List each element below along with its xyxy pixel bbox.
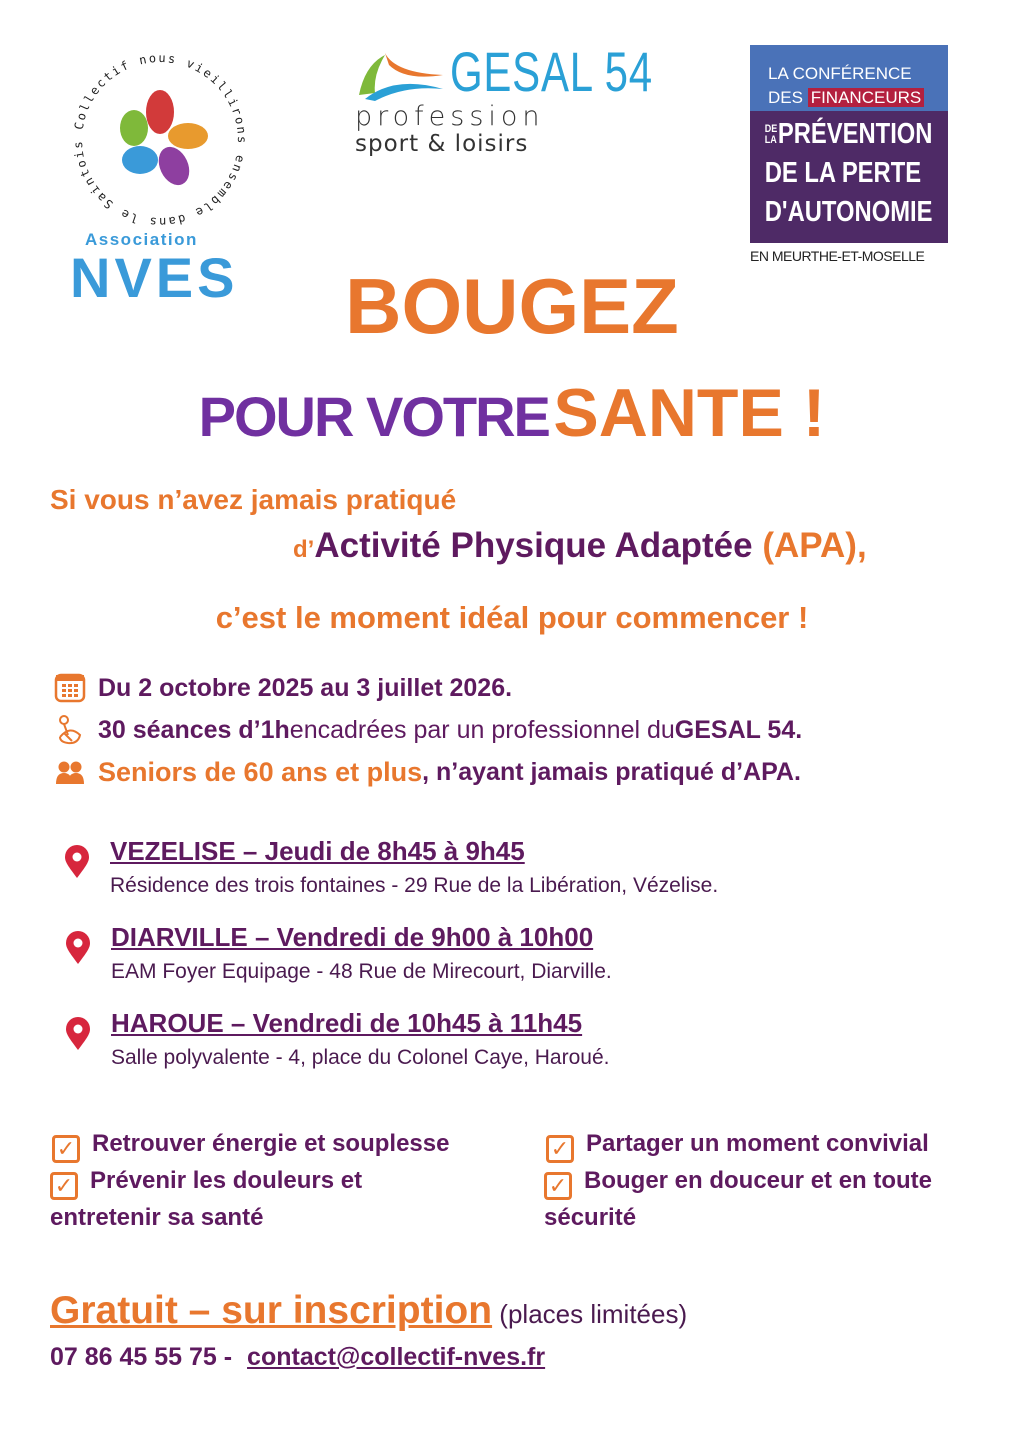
bullet-sessions [52, 714, 802, 746]
location-address: Résidence des trois fontaines - 29 Rue de la Libération, Vézelise. [110, 874, 719, 897]
conf-line3b: PRÉVENTION [777, 118, 933, 150]
headline-bougez: BOUGEZ [345, 262, 679, 350]
conf-line4: DE LA PERTE [764, 157, 922, 189]
bullet-seniors [52, 756, 801, 788]
conf-line3a: DE LA [764, 123, 778, 147]
benefit-energy [52, 1126, 449, 1163]
checkbox-icon: ✓ [52, 1135, 80, 1163]
conf-line2a: DES [768, 88, 803, 107]
benefit-text-2: entretenir sa santé [50, 1204, 264, 1231]
benefit-safety [544, 1163, 932, 1236]
free-registration: Gratuit – sur inscription [50, 1289, 493, 1332]
benefit-text-2: sécurité [544, 1204, 637, 1231]
calendar-icon [52, 673, 88, 703]
location-address: Salle polyvalente - 4, place du Colonel Caye, Haroué. [111, 1046, 610, 1069]
benefit-text: Partager un moment convivial [586, 1130, 929, 1157]
phone-number[interactable]: 07 86 45 55 75 - [50, 1343, 240, 1371]
location-title: HAROUE – Vendredi de 10h45 à 11h45 [111, 1008, 583, 1038]
location-title: VEZELISE – Jeudi de 8h45 à 9h45 [110, 836, 525, 866]
gesal-tagline-2: sport & loisirs [355, 131, 529, 157]
nves-ring-text: Collectif nous vieillirons ensemble dans le Saintois [70, 50, 250, 230]
registration-info [50, 1288, 687, 1342]
headline-pour-votre: POUR VOTRE [198, 385, 549, 448]
checkbox-icon: ✓ [544, 1172, 572, 1200]
intro-suffix: (APA), [752, 526, 867, 565]
headline-slogan [0, 376, 1024, 469]
people-icon [52, 757, 88, 787]
conf-footer: EN MEURTHE-ET-MOSELLE [750, 248, 925, 264]
map-pin-icon [63, 930, 93, 966]
conf-line5: D'AUTONOMIE [764, 196, 933, 228]
gesal-tagline-1: profession [355, 101, 545, 132]
conference-financeurs-logo [750, 45, 948, 243]
benefit-convivial [546, 1126, 929, 1163]
seniors-orange: Seniors de 60 ans et plus [98, 757, 423, 787]
dates-text: Du 2 octobre 2025 au 3 juillet 2026. [98, 674, 513, 702]
checkbox-icon: ✓ [50, 1172, 78, 1200]
contact-info [50, 1342, 545, 1372]
sessions-gesal: GESAL 54. [674, 716, 803, 744]
checkbox-icon: ✓ [546, 1135, 574, 1163]
bullet-dates [52, 672, 512, 704]
map-pin-icon [63, 1016, 93, 1052]
nves-name: NVES [70, 246, 239, 309]
location-address: EAM Foyer Equipage - 48 Rue de Mirecourt, Diarville. [111, 960, 612, 983]
nves-logo-hands [70, 50, 250, 230]
benefit-text: Bouger en douceur et en toute [584, 1167, 933, 1194]
sessions-text: encadrées par un professionnel du [289, 716, 675, 744]
email-link[interactable]: contact@collectif-nves.fr [247, 1343, 546, 1371]
gesal-swoosh-icon [355, 45, 447, 101]
intro-line1: Si vous n’avez jamais pratiqué [50, 484, 457, 515]
benefit-pain [50, 1163, 362, 1236]
limited-places: (places limitées) [492, 1299, 688, 1329]
seniors-text: , n’ayant jamais pratiqué d’APA. [422, 758, 801, 786]
gesal-name: GESAL 54 [450, 40, 653, 103]
sessions-bold: 30 séances d’1h [98, 716, 290, 744]
conf-line1: LA CONFÉRENCE [768, 64, 912, 83]
intro-line3: c’est le moment idéal pour commencer ! [215, 600, 809, 635]
conf-line2b: FINANCEURS [808, 88, 925, 107]
intro-line2 [293, 526, 867, 570]
location-title: DIARVILLE – Vendredi de 9h00 à 10h00 [111, 922, 594, 952]
exercise-icon [52, 715, 88, 745]
intro-prefix: d’ [293, 536, 315, 563]
headline-sante: SANTE ! [553, 375, 826, 451]
nves-association-label: Association [85, 230, 198, 249]
benefit-text: Retrouver énergie et souplesse [92, 1130, 450, 1157]
intro-apa: Activité Physique Adaptée [314, 526, 753, 565]
map-pin-icon [62, 844, 92, 880]
benefit-text: Prévenir les douleurs et [90, 1167, 363, 1194]
